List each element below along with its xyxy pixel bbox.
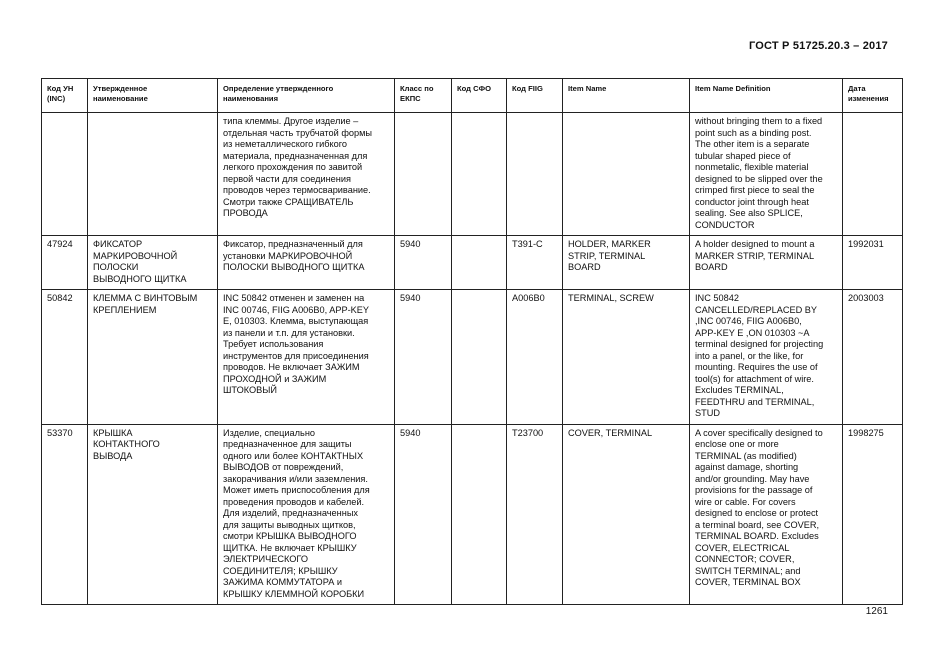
cell-item-name: HOLDER, MARKER STRIP, TERMINAL BOARD bbox=[563, 236, 690, 290]
column-header-inc: Код УН (INC) bbox=[42, 79, 88, 113]
column-header-name-ru: Утвержденное наименование bbox=[88, 79, 218, 113]
cell-inc: 50842 bbox=[42, 290, 88, 425]
cell-definition-en: without bringing them to a fixed point such as a binding post. The other item is a separate tubular shaped piece of nonmetalic, flexible material designed to be slipped over the crimped first piece to seal the conductor joint through heat sealing. See also SPLICE, CONDUCTOR bbox=[690, 113, 843, 236]
table-row bbox=[42, 236, 903, 290]
cell-definition-ru: Фиксатор, предназначенный для установки МАРКИРОВОЧНОЙ ПОЛОСКИ ВЫВОДНОГО ЩИТКА bbox=[218, 236, 395, 290]
cell-name-ru: КЛЕММА С ВИНТОВЫМ КРЕПЛЕНИЕМ bbox=[88, 290, 218, 425]
table-row bbox=[42, 113, 903, 236]
cell-definition-en: A cover specifically designed to enclose one or more TERMINAL (as modified) against damage, shorting and/or grounding. May have provisions for the passage of wire or cable. For covers designed to enclose or protect a terminal board, see COVER, TERMINAL BOARD. Excludes COVER, ELECTRICAL CONNECTOR; COVER, SWITCH TERMINAL; and COVER, TERMINAL BOX bbox=[690, 424, 843, 605]
cell-name-ru: ФИКСАТОР МАРКИРОВОЧНОЙ ПОЛОСКИ ВЫВОДНОГО ЩИТКА bbox=[88, 236, 218, 290]
cell-definition-en: A holder designed to mount a MARKER STRIP, TERMINAL BOARD bbox=[690, 236, 843, 290]
cell-date bbox=[843, 113, 903, 236]
cell-inc: 47924 bbox=[42, 236, 88, 290]
cell-definition-ru: типа клеммы. Другое изделие – отдельная часть трубчатой формы из неметаллического гибкого материала, предназначенная для легкого прохождения по завитой первой части для соединения проводов через термосваривание. Смотри также СРАЩИВАТЕЛЬ ПРОВОДА bbox=[218, 113, 395, 236]
cell-date: 1998275 bbox=[843, 424, 903, 605]
cell-definition-ru: Изделие, специально предназначенное для защиты одного или более КОНТАКТНЫХ ВЫВОДОВ от повреждений, закорачивания и/или заземления. Может иметь приспособления для проведения проводов и кабелей. Для изделий, предназначенных для защиты выводных щитков, смотри КРЫШКА ВЫВОДНОГО ЩИТКА. Не включает КРЫШКУ ЭЛЕКТРИЧЕСКОГО СОЕДИНИТЕЛЯ; КРЫШКУ ЗАЖИМА КОММУТАТОРА и КРЫШКУ КЛЕММНОЙ КОРОБКИ bbox=[218, 424, 395, 605]
column-header-date: Дата изменения bbox=[843, 79, 903, 113]
cell-date: 2003003 bbox=[843, 290, 903, 425]
cell-name-ru: КРЫШКА КОНТАКТНОГО ВЫВОДА bbox=[88, 424, 218, 605]
cell-inc bbox=[42, 113, 88, 236]
cell-ekps: 5940 bbox=[395, 236, 452, 290]
cell-ekps: 5940 bbox=[395, 290, 452, 425]
cell-name-ru bbox=[88, 113, 218, 236]
column-header-item-name: Item Name bbox=[563, 79, 690, 113]
column-header-fiig: Код FIIG bbox=[507, 79, 563, 113]
cell-sfo bbox=[452, 236, 507, 290]
cell-fiig: T391-C bbox=[507, 236, 563, 290]
column-header-definition-ru: Определение утвержденного наименования bbox=[218, 79, 395, 113]
cell-definition-en: INC 50842 CANCELLED/REPLACED BY ,INC 00746, FIIG A006B0, APP-KEY E ,ON 010303 ~A terminal designed for projecting into a panel, or the like, for mounting. Requires the use of tool(s) for attachment of wire. Excludes TERMINAL, FEEDTHRU and TERMINAL, STUD bbox=[690, 290, 843, 425]
cell-ekps: 5940 bbox=[395, 424, 452, 605]
cell-item-name bbox=[563, 113, 690, 236]
page-number: 1261 bbox=[865, 606, 888, 617]
cell-item-name: TERMINAL, SCREW bbox=[563, 290, 690, 425]
cell-sfo bbox=[452, 424, 507, 605]
cell-sfo bbox=[452, 113, 507, 236]
cell-inc: 53370 bbox=[42, 424, 88, 605]
table-header-row bbox=[42, 79, 903, 113]
cell-definition-ru: INC 50842 отменен и заменен на INC 00746, FIIG A006B0, APP-KEY E, 010303. Клемма, выступающая из панели и т.п. для установки. Требует использования инструментов для присоединения проводов. Не включает ЗАЖИМ ПРОХОДНОЙ и ЗАЖИМ ШТОКОВЫЙ bbox=[218, 290, 395, 425]
cell-fiig bbox=[507, 113, 563, 236]
column-header-sfo: Код СФО bbox=[452, 79, 507, 113]
document-title: ГОСТ Р 51725.20.3 – 2017 bbox=[748, 40, 888, 52]
column-header-ekps: Класс по ЕКПС bbox=[395, 79, 452, 113]
column-header-definition-en: Item Name Definition bbox=[690, 79, 843, 113]
cell-sfo bbox=[452, 290, 507, 425]
cell-item-name: COVER, TERMINAL bbox=[563, 424, 690, 605]
table-row bbox=[42, 290, 903, 425]
cell-fiig: T23700 bbox=[507, 424, 563, 605]
cell-ekps bbox=[395, 113, 452, 236]
cell-date: 1992031 bbox=[843, 236, 903, 290]
cell-fiig: A006B0 bbox=[507, 290, 563, 425]
catalog-table bbox=[41, 78, 903, 605]
table-row bbox=[42, 424, 903, 605]
